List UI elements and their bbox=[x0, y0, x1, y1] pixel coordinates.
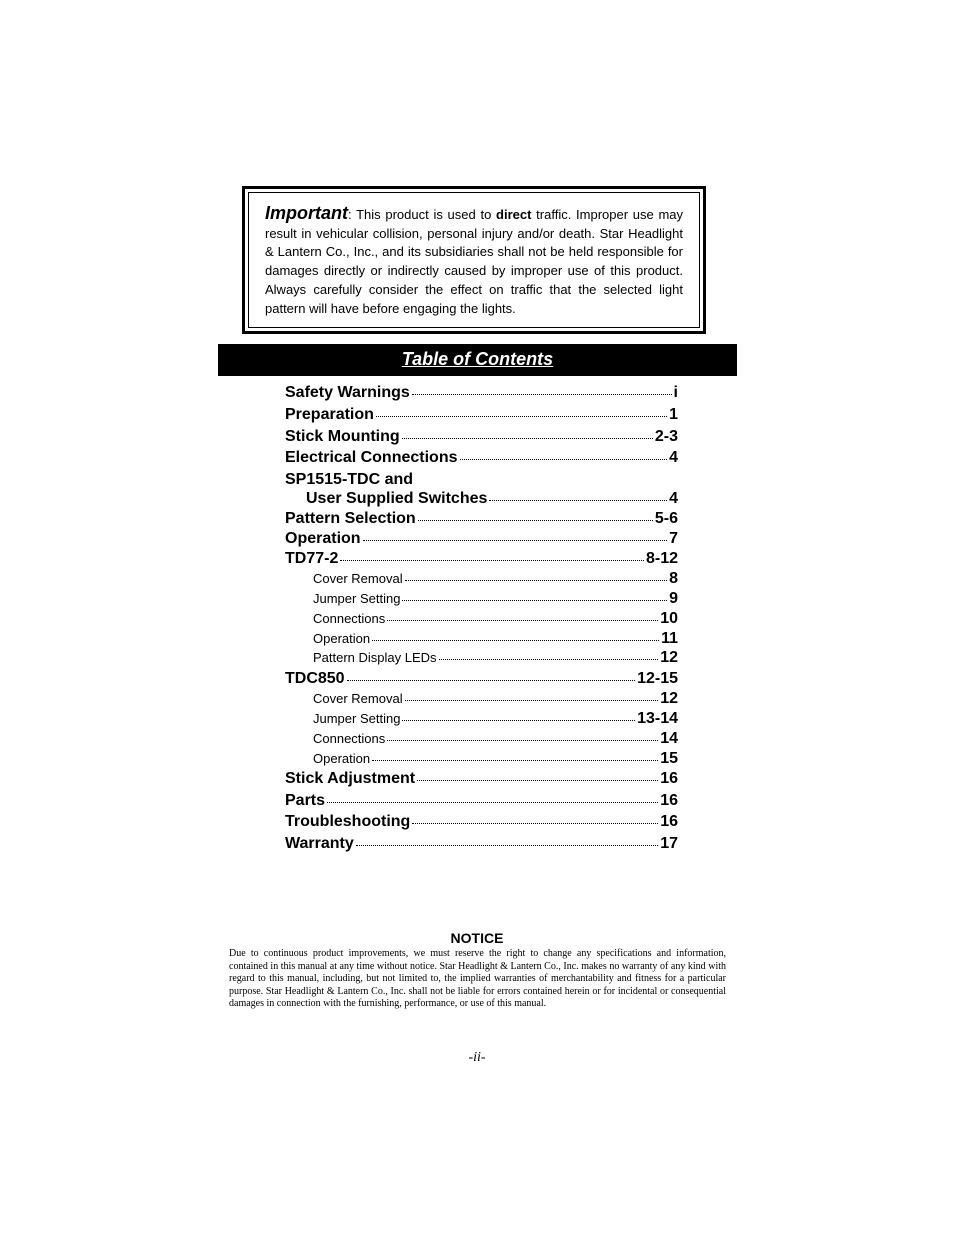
toc-leader bbox=[402, 438, 653, 439]
important-title: Important bbox=[265, 203, 348, 223]
toc-entry-tdc850[interactable] bbox=[285, 670, 678, 688]
important-text-part-1: : This product is used to bbox=[348, 207, 497, 222]
toc-entry-tdc850-jumper-setting[interactable] bbox=[285, 710, 678, 728]
toc-leader bbox=[417, 780, 658, 781]
toc-entry-td77-jumper-setting[interactable] bbox=[285, 590, 678, 608]
toc-label: Cover Removal bbox=[313, 571, 403, 586]
toc-label: Pattern Selection bbox=[285, 510, 416, 527]
toc-entry-troubleshooting[interactable] bbox=[285, 813, 678, 831]
toc-label: Cover Removal bbox=[313, 691, 403, 706]
important-warning-box bbox=[242, 186, 706, 334]
toc-leader bbox=[418, 520, 653, 521]
notice-text: Due to continuous product improvements, we must reserve the right to change any specifications and information, contained in this manual at any time without notice. Star Headlight & Lantern Co., Inc. makes no warranty of any kind with regard to this manual, including, but not limited to, the implied warranties of merchantability and fitness for a particular purpose. Star Headlight & Lantern Co., Inc. shall not be liable for errors contained herein or for incidental or consequential damages in connection with the furnishing, performance, or use of this manual. bbox=[229, 948, 726, 1010]
toc-page: 15 bbox=[660, 750, 678, 767]
toc-page: 12-15 bbox=[637, 670, 678, 687]
toc-entry-stick-adjustment[interactable] bbox=[285, 770, 678, 788]
toc-entry-tdc850-connections[interactable] bbox=[285, 730, 678, 748]
toc-leader bbox=[372, 760, 658, 761]
toc-label: Connections bbox=[313, 731, 386, 746]
toc-page: 5-6 bbox=[654, 510, 678, 527]
toc-label: TDC850 bbox=[285, 670, 345, 687]
important-bold-word: direct bbox=[496, 207, 532, 222]
toc-entry-td77-cover-removal[interactable] bbox=[285, 570, 678, 588]
toc-entry-operation[interactable] bbox=[285, 530, 678, 548]
notice-title: NOTICE bbox=[450, 930, 504, 946]
toc-label: TD77-2 bbox=[285, 550, 339, 567]
toc-page: 8-12 bbox=[645, 550, 678, 567]
toc-label: Warranty bbox=[285, 835, 354, 852]
toc-page: 8 bbox=[669, 570, 678, 587]
toc-leader bbox=[363, 540, 668, 541]
toc-page: 13-14 bbox=[637, 710, 678, 727]
toc-leader bbox=[460, 459, 668, 460]
toc-page: 4 bbox=[669, 490, 678, 507]
toc-label: Operation bbox=[313, 751, 371, 766]
toc-leader bbox=[376, 416, 667, 417]
toc-label: Preparation bbox=[285, 406, 374, 423]
toc-page: 2-3 bbox=[654, 428, 678, 445]
toc-entry-stick-mounting[interactable] bbox=[285, 428, 678, 446]
toc-label: Operation bbox=[313, 631, 371, 646]
toc-entry-tdc850-cover-removal[interactable] bbox=[285, 690, 678, 708]
toc-entry-td77-operation[interactable] bbox=[285, 630, 678, 648]
important-text-part-2: traffic. Improper use may result in vehicular collision, personal injury and/or death. Star Headlight & Lantern Co., Inc., and its subsidiaries shall not be held responsible for damages directly or indirectly caused by improper use of this product. Always carefully consider the effect on traffic that the selected light pattern will have before engaging the lights. bbox=[265, 207, 684, 316]
toc-leader bbox=[347, 680, 636, 681]
toc-leader bbox=[402, 600, 667, 601]
toc-leader bbox=[489, 500, 667, 501]
toc-page: 11 bbox=[661, 630, 678, 647]
toc-entry-tdc850-operation[interactable] bbox=[285, 750, 678, 768]
toc-leader bbox=[405, 580, 668, 581]
page-number: -ii- bbox=[468, 1050, 486, 1065]
toc-entry-td77-2[interactable] bbox=[285, 550, 678, 568]
toc-page: i bbox=[673, 384, 678, 401]
toc-label: Stick Adjustment bbox=[285, 770, 416, 787]
toc-entry-parts[interactable] bbox=[285, 792, 678, 810]
toc-leader bbox=[405, 700, 659, 701]
toc-leader bbox=[340, 560, 644, 561]
toc-leader bbox=[439, 659, 659, 660]
toc-page: 14 bbox=[660, 730, 678, 747]
toc-label: Parts bbox=[285, 792, 326, 809]
toc-page: 16 bbox=[660, 770, 678, 787]
toc-leader bbox=[412, 394, 672, 395]
toc-entry-sp1515-heading: SP1515-TDC and bbox=[285, 471, 414, 488]
toc-label: User Supplied Switches bbox=[306, 490, 488, 507]
toc-leader bbox=[412, 823, 658, 824]
toc-leader bbox=[402, 720, 635, 721]
toc-entry-preparation[interactable] bbox=[285, 406, 678, 424]
toc-page: 17 bbox=[660, 835, 678, 852]
toc-leader bbox=[372, 640, 659, 641]
toc-label: Safety Warnings bbox=[285, 384, 410, 401]
toc-page: 9 bbox=[669, 590, 678, 607]
toc-page: 16 bbox=[660, 792, 678, 809]
toc-entry-user-supplied-switches[interactable] bbox=[285, 490, 678, 508]
toc-page: 4 bbox=[669, 449, 678, 466]
toc-label: Stick Mounting bbox=[285, 428, 400, 445]
toc-page: 7 bbox=[669, 530, 678, 547]
toc-entry-td77-connections[interactable] bbox=[285, 610, 678, 628]
toc-leader bbox=[356, 845, 658, 846]
toc-label: Troubleshooting bbox=[285, 813, 411, 830]
toc-entry-pattern-selection[interactable] bbox=[285, 510, 678, 528]
toc-label: Jumper Setting bbox=[313, 591, 401, 606]
toc-label: Pattern Display LEDs bbox=[313, 650, 437, 665]
toc-label: Operation bbox=[285, 530, 361, 547]
toc-entry-td77-pattern-display-leds[interactable] bbox=[285, 649, 678, 667]
toc-leader bbox=[387, 740, 658, 741]
toc-banner bbox=[218, 344, 737, 376]
toc-entry-electrical-connections[interactable] bbox=[285, 449, 678, 467]
toc-page: 10 bbox=[660, 610, 678, 627]
toc-label: Connections bbox=[313, 611, 386, 626]
toc-leader bbox=[387, 620, 658, 621]
toc-page: 16 bbox=[660, 813, 678, 830]
toc-label: Electrical Connections bbox=[285, 449, 458, 466]
toc-leader bbox=[327, 802, 658, 803]
important-warning-text bbox=[248, 192, 700, 328]
toc-page: 12 bbox=[660, 690, 678, 707]
toc-entry-safety-warnings[interactable] bbox=[285, 384, 678, 402]
toc-page: 12 bbox=[660, 649, 678, 666]
toc-title: Table of Contents bbox=[401, 349, 554, 369]
toc-entry-warranty[interactable] bbox=[285, 835, 678, 853]
toc-page: 1 bbox=[669, 406, 678, 423]
toc-label: Jumper Setting bbox=[313, 711, 401, 726]
